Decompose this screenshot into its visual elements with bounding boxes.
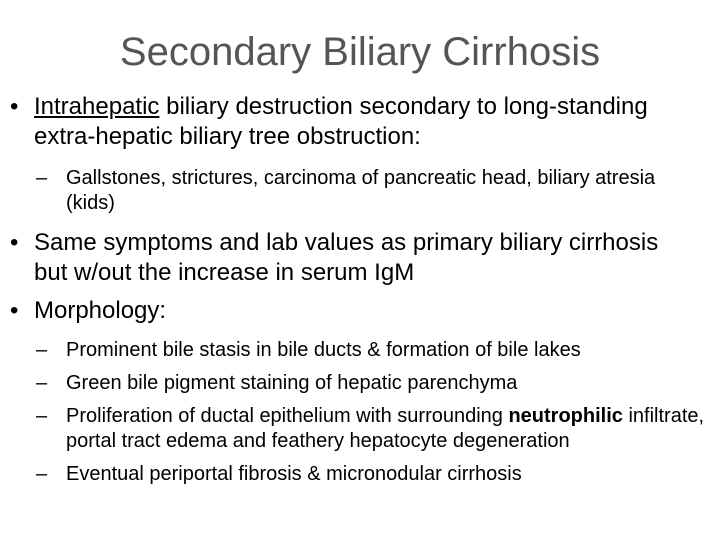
dash-marker: – bbox=[36, 405, 48, 427]
dash-marker: – bbox=[36, 463, 48, 485]
bullet-text: biliary destruction secondary to long-standing extra-hepatic biliary tree obstruction: bbox=[34, 93, 648, 150]
bullet-intrahepatic bbox=[10, 92, 694, 152]
bullet-marker: • bbox=[10, 229, 19, 256]
bullet-list bbox=[0, 88, 720, 487]
sub-bullet-proliferation bbox=[36, 404, 706, 454]
sub-bullet-text: Gallstones, strictures, carcinoma of pancreatic head, biliary atresia (kids) bbox=[66, 167, 656, 214]
bullet-marker: • bbox=[10, 297, 19, 324]
dash-marker: – bbox=[36, 167, 48, 189]
neutrophilic-term: neutrophilic bbox=[508, 405, 623, 427]
sub-bullet-text: Prominent bile stasis in bile ducts & formation of bile lakes bbox=[66, 339, 581, 361]
sub-bullet-text: infiltrate, portal tract edema and feathery hepatocyte degeneration bbox=[66, 405, 705, 452]
bullet-morphology bbox=[10, 296, 694, 326]
bullet-symptoms bbox=[10, 228, 694, 288]
sub-bullet-causes bbox=[36, 166, 706, 216]
sub-bullet-text: Proliferation of ductal epithelium with surrounding bbox=[66, 405, 509, 427]
intrahepatic-term: Intrahepatic bbox=[34, 93, 160, 120]
sub-bullet-text: Green bile pigment staining of hepatic parenchyma bbox=[66, 372, 518, 394]
bullet-marker: • bbox=[10, 93, 19, 120]
bullet-text: Same symptoms and lab values as primary biliary cirrhosis but w/out the increase in serum IgM bbox=[34, 229, 659, 286]
sub-bullet-fibrosis bbox=[36, 462, 706, 487]
sub-bullet-pigment bbox=[36, 371, 706, 396]
bullet-text: Morphology: bbox=[34, 297, 167, 324]
slide-title: Secondary Biliary Cirrhosis bbox=[119, 30, 601, 74]
sub-bullet-text: Eventual periportal fibrosis & micronodular cirrhosis bbox=[66, 463, 522, 485]
sub-bullet-bile-stasis bbox=[36, 338, 706, 363]
dash-marker: – bbox=[36, 339, 48, 361]
dash-marker: – bbox=[36, 372, 48, 394]
